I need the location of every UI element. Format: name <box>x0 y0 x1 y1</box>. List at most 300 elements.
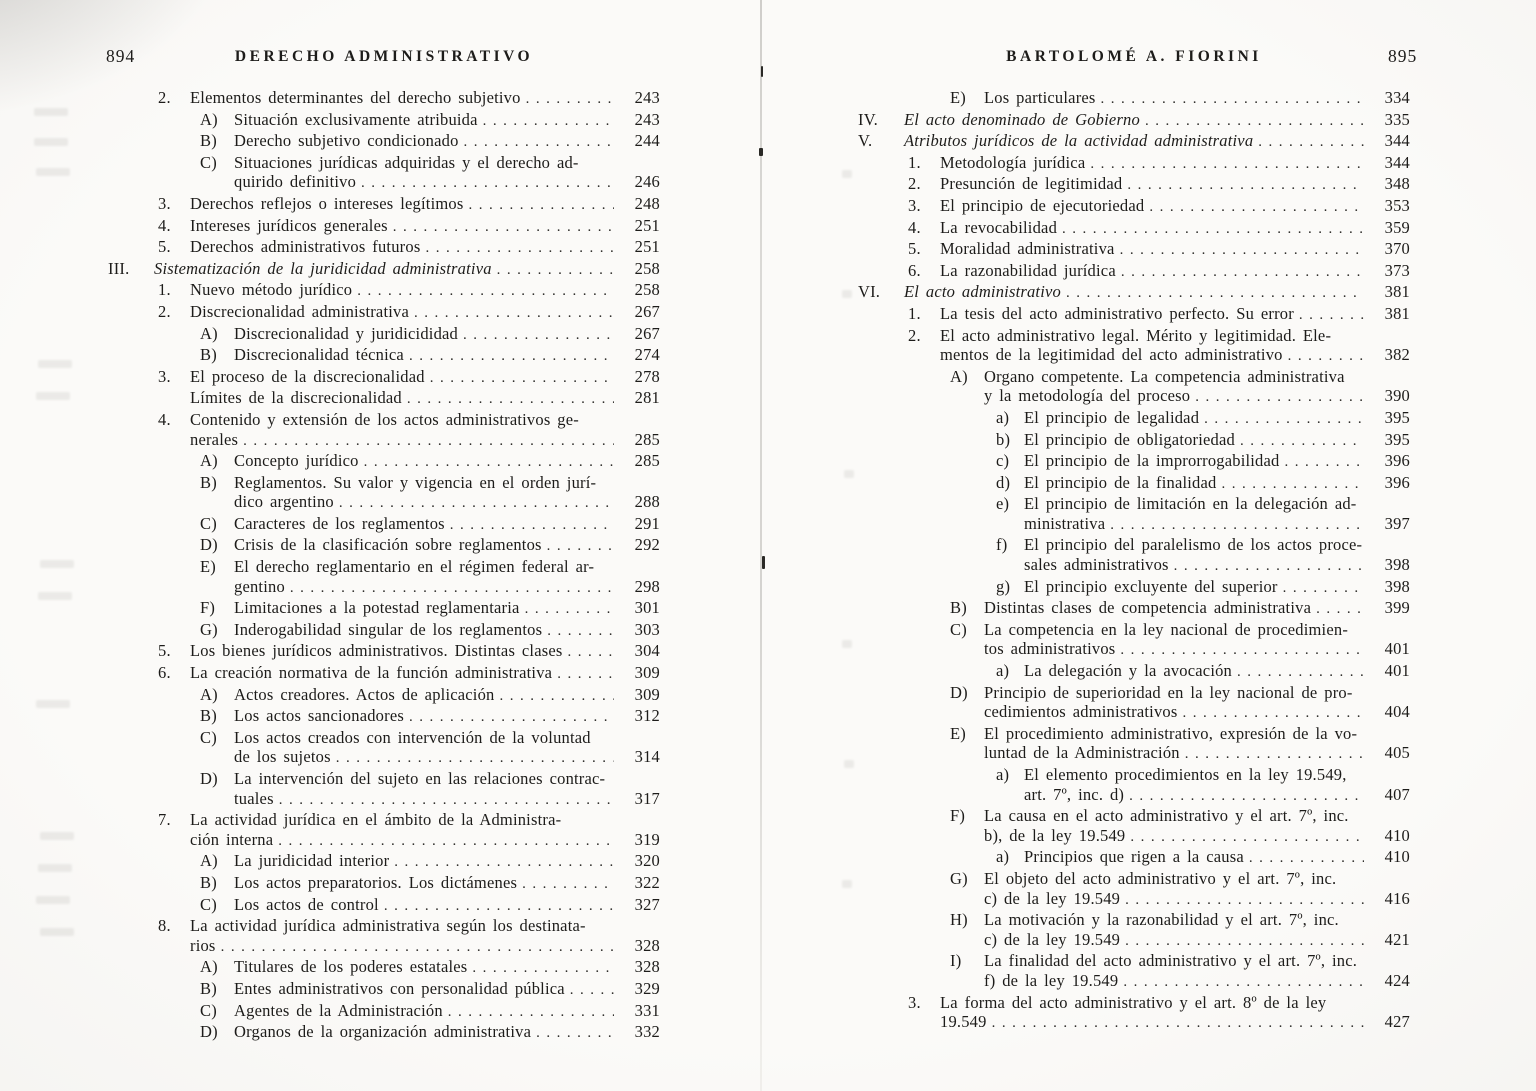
toc-entry-line <box>108 410 660 430</box>
dot-leader <box>552 663 614 685</box>
margin-ghost-mark <box>36 392 70 400</box>
entry-text: Organos de la organización administrativa <box>234 1022 532 1042</box>
entry-page-number: 320 <box>634 851 660 871</box>
entry-page-number: 285 <box>634 451 660 471</box>
entry-label: VI. <box>858 282 881 302</box>
entry-text: ción interna <box>190 829 274 849</box>
entry-text: Entes administrativos con personalidad pública <box>234 978 565 998</box>
toc-entry-line <box>108 492 660 514</box>
toc-entry-line <box>858 951 1410 971</box>
dot-leader <box>492 259 614 281</box>
entry-text: y la metodología del proceso <box>984 386 1191 406</box>
entry-page-number: 416 <box>1384 888 1410 908</box>
dot-leader <box>1253 131 1364 153</box>
toc-entry-line <box>108 916 660 936</box>
toc-entry-line <box>858 555 1410 577</box>
toc-entry-line <box>858 702 1410 724</box>
toc-entry-line <box>108 1001 660 1023</box>
entry-text: La delegación y la avocación <box>1024 661 1233 681</box>
dot-leader <box>520 598 614 620</box>
toc-entry-line <box>108 194 660 216</box>
entry-page-number: 322 <box>634 872 660 892</box>
dot-leader <box>285 577 614 599</box>
entry-page-number: 396 <box>1384 451 1410 471</box>
dot-leader <box>987 1012 1364 1034</box>
entry-label: 3. <box>908 195 921 215</box>
toc-entry-line <box>858 408 1410 430</box>
entry-label: H) <box>950 910 968 930</box>
entry-label: a) <box>996 407 1010 427</box>
margin-ghost-mark <box>40 832 74 840</box>
entry-page-number: 410 <box>1384 847 1410 867</box>
toc-entry-line <box>108 302 660 324</box>
dot-leader <box>1144 196 1364 218</box>
entry-text: Los actos preparatorios. Los dictámenes <box>234 872 518 892</box>
dot-leader <box>1294 304 1364 326</box>
toc-entry-line <box>858 110 1410 132</box>
dot-leader <box>565 979 614 1001</box>
margin-ghost-mark <box>36 896 70 904</box>
margin-ghost-mark <box>40 560 74 568</box>
entry-text: La motivación y la razonabilidad y el art. 7º, inc. <box>984 910 1339 930</box>
dot-leader <box>1235 430 1364 452</box>
entry-page-number: 258 <box>634 258 660 278</box>
margin-ghost-mark <box>34 108 68 116</box>
toc-entry-line <box>108 598 660 620</box>
entry-label: IV. <box>858 109 879 129</box>
dot-leader <box>478 110 614 132</box>
entry-text: Moralidad administrativa <box>940 239 1115 259</box>
dot-leader <box>352 280 614 302</box>
dot-leader <box>1120 930 1364 952</box>
dot-leader <box>445 514 614 536</box>
entry-label: F) <box>950 806 966 826</box>
entry-page-number: 328 <box>634 935 660 955</box>
toc-entry-line <box>108 131 660 153</box>
entry-label: a) <box>996 847 1010 867</box>
entry-text: mentos de la legitimidad del acto administrativo <box>940 345 1283 365</box>
dot-leader <box>1115 239 1364 261</box>
entry-label: 8. <box>158 916 171 936</box>
margin-ghost-mark <box>40 928 74 936</box>
entry-page-number: 405 <box>1384 743 1410 763</box>
page-gutter-fold <box>760 0 762 1091</box>
entry-text: Metodología jurídica <box>940 152 1086 172</box>
entry-text: c) de la ley 19.549 <box>984 888 1121 908</box>
toc-entry-line <box>858 514 1410 536</box>
dot-leader <box>409 302 614 324</box>
entry-label: C) <box>950 619 967 639</box>
toc-entry-line <box>108 663 660 685</box>
dot-leader <box>238 430 614 452</box>
entry-text: Agentes de la Administración <box>234 1000 443 1020</box>
entry-label: A) <box>200 684 218 704</box>
dot-leader <box>1178 702 1365 724</box>
toc-entry-line <box>108 620 660 642</box>
entry-page-number: 404 <box>1384 702 1410 722</box>
toc-entry-line <box>858 174 1410 196</box>
entry-text: Situaciones jurídicas adquiridas y el derecho ad- <box>234 152 579 172</box>
entry-page-number: 244 <box>634 131 660 151</box>
dot-leader <box>1057 218 1364 240</box>
dot-leader <box>521 88 614 110</box>
entry-text: Discrecionalidad administrativa <box>190 301 410 321</box>
entry-text: sales administrativos <box>1024 555 1169 575</box>
entry-text: Elementos determinantes del derecho subjetivo <box>190 88 521 107</box>
entry-label: D) <box>200 769 218 788</box>
entry-page-number: 251 <box>634 237 660 257</box>
entry-text: dico argentino <box>234 492 334 512</box>
entry-page-number: 370 <box>1384 239 1410 259</box>
entry-page-number: 396 <box>1384 472 1410 492</box>
entry-label: B) <box>200 978 217 998</box>
entry-text: 19.549 <box>940 1012 987 1032</box>
entry-text: nerales <box>190 429 239 449</box>
entry-page-number: 312 <box>634 706 660 726</box>
entry-text: luntad de la Administración <box>984 743 1180 763</box>
entry-label: 6. <box>158 663 171 683</box>
entry-page-number: 301 <box>634 598 660 618</box>
margin-ghost-mark <box>38 864 72 872</box>
toc-entry-line <box>108 873 660 895</box>
entry-text: La competencia en la ley nacional de procedimien- <box>984 619 1349 639</box>
entry-page-number: 401 <box>1384 661 1410 681</box>
toc-entry-line <box>108 810 660 830</box>
dot-leader <box>334 492 614 514</box>
entry-label: A) <box>200 451 218 471</box>
entry-page-number: 359 <box>1384 217 1410 237</box>
entry-text: La creación normativa de la función administrativa <box>190 663 553 683</box>
toc-entry-line <box>858 620 1410 640</box>
entry-text: Los actos de control <box>234 894 379 914</box>
entry-text: Distintas clases de competencia administrativa <box>984 598 1312 618</box>
dot-leader <box>402 388 614 410</box>
entry-text: Actos creadores. Actos de aplicación <box>234 684 495 704</box>
entry-label: 5. <box>908 239 921 259</box>
entry-text: tuales <box>234 788 274 808</box>
dot-leader <box>404 706 614 728</box>
entry-page-number: 399 <box>1384 598 1410 618</box>
gutter-speck <box>761 66 763 77</box>
entry-label: e) <box>996 494 1010 514</box>
toc-entry-line <box>858 930 1410 952</box>
entry-text: Discrecionalidad técnica <box>234 345 404 365</box>
entry-text: El principio de obligatoriedad <box>1024 429 1235 449</box>
entry-text: El acto administrativo <box>904 282 1061 302</box>
entry-label: 6. <box>908 260 921 280</box>
margin-ghost-mark <box>36 700 70 708</box>
right-page-number: 895 <box>1388 46 1418 66</box>
entry-page-number: 334 <box>1384 88 1410 107</box>
entry-page-number: 285 <box>634 429 660 449</box>
entry-text: El principio de la improrrogabilidad <box>1024 451 1280 471</box>
toc-left-page <box>108 88 660 1044</box>
entry-label: A) <box>200 323 218 343</box>
entry-text: quirido definitivo <box>234 172 357 192</box>
entry-label: C) <box>200 727 217 747</box>
toc-entry-line <box>108 172 660 194</box>
dot-leader <box>389 851 614 873</box>
margin-ghost-mark <box>38 360 72 368</box>
toc-entry-line <box>858 430 1410 452</box>
entry-text: Principio de superioridad en la ley nacional de pro- <box>984 682 1353 702</box>
entry-label: 1. <box>908 152 921 172</box>
dot-leader <box>459 131 614 153</box>
entry-label: A) <box>200 851 218 871</box>
entry-label: D) <box>200 535 218 555</box>
entry-label: 4. <box>908 217 921 237</box>
toc-entry-line <box>858 765 1410 785</box>
entry-page-number: 410 <box>1384 825 1410 845</box>
toc-entry-line <box>858 473 1410 495</box>
entry-text: El derecho reglamentario en el régimen federal ar- <box>234 557 595 577</box>
toc-entry-line <box>858 218 1410 240</box>
toc-entry-line <box>108 557 660 577</box>
entry-page-number: 427 <box>1384 1012 1410 1032</box>
entry-page-number: 397 <box>1384 513 1410 533</box>
entry-text: El procedimiento administrativo, expresión de la vo- <box>984 723 1358 743</box>
toc-entry-line <box>858 494 1410 514</box>
entry-text: La revocabilidad <box>940 217 1058 237</box>
entry-text: tos administrativos <box>984 639 1116 659</box>
dot-leader <box>542 620 614 642</box>
toc-entry-line <box>108 473 660 493</box>
entry-label: 3. <box>158 366 171 386</box>
entry-page-number: 344 <box>1384 131 1410 151</box>
toc-entry-line <box>108 88 660 110</box>
entry-page-number: 251 <box>634 215 660 235</box>
dot-leader <box>1140 110 1364 132</box>
toc-entry-line <box>858 577 1410 599</box>
entry-page-number: 327 <box>634 894 660 914</box>
entry-label: f) <box>996 535 1008 555</box>
entry-label: 3. <box>158 193 171 213</box>
entry-label: 4. <box>158 215 171 235</box>
entry-text: rios <box>190 935 216 955</box>
entry-text: La finalidad del acto administrativo y el art. 7º, inc. <box>984 951 1358 971</box>
entry-label: 5. <box>158 641 171 661</box>
entry-text: cedimientos administrativos <box>984 702 1178 722</box>
toc-entry-line <box>108 830 660 852</box>
dot-leader <box>542 535 614 557</box>
entry-page-number: 335 <box>1384 109 1410 129</box>
dot-leader <box>420 237 614 259</box>
toc-entry-line <box>858 661 1410 683</box>
entry-page-number: 401 <box>1384 639 1410 659</box>
toc-entry-line <box>858 889 1410 911</box>
entry-label: 4. <box>158 409 171 429</box>
entry-page-number: 248 <box>634 193 660 213</box>
dot-leader <box>359 451 614 473</box>
entry-page-number: 424 <box>1384 970 1410 990</box>
dot-leader <box>1115 639 1364 661</box>
entry-text: f) de la ley 19.549 <box>984 970 1119 990</box>
entry-page-number: 288 <box>634 492 660 512</box>
entry-label: B) <box>200 131 217 151</box>
entry-label: V. <box>858 131 873 151</box>
entry-page-number: 298 <box>634 576 660 596</box>
toc-entry-line <box>858 326 1410 346</box>
toc-entry-line <box>108 577 660 599</box>
entry-text: El objeto del acto administrativo y el art. 7º, inc. <box>984 868 1337 888</box>
entry-text: La actividad jurídica en el ámbito de la Administra- <box>190 810 562 830</box>
entry-page-number: 278 <box>634 366 660 386</box>
entry-text: El principio del paralelismo de los actos proce- <box>1024 535 1363 555</box>
entry-label: a) <box>996 661 1010 681</box>
entry-text: El principio de la finalidad <box>1024 472 1217 492</box>
entry-text: gentino <box>234 576 285 596</box>
entry-text: Derecho subjetivo condicionado <box>234 131 459 151</box>
entry-page-number: 319 <box>634 829 660 849</box>
entry-text: La intervención del sujeto en las relaciones contrac- <box>234 769 606 788</box>
entry-text: El principio excluyente del superior <box>1024 576 1278 596</box>
entry-text: Los bienes jurídicos administrativos. Distintas clases <box>190 641 563 661</box>
entry-text: Titulares de los poderes estatales <box>234 957 468 977</box>
margin-ghost-mark <box>842 290 852 298</box>
entry-text: Límites de la discrecionalidad <box>190 388 402 408</box>
toc-entry-line <box>858 153 1410 175</box>
entry-page-number: 381 <box>1384 303 1410 323</box>
dot-leader <box>1283 345 1364 367</box>
toc-entry-line <box>108 388 660 410</box>
dot-leader <box>1061 282 1364 304</box>
entry-text: Concepto jurídico <box>234 451 359 471</box>
entry-label: c) <box>996 451 1010 471</box>
dot-leader <box>1199 408 1364 430</box>
dot-leader <box>216 936 614 958</box>
dot-leader <box>458 324 614 346</box>
toc-entry-line <box>108 936 660 958</box>
dot-leader <box>531 1022 614 1044</box>
gutter-speck <box>759 148 763 156</box>
entry-text: Crisis de la clasificación sobre reglamentos <box>234 535 542 555</box>
entry-label: E) <box>950 88 966 107</box>
toc-entry-line <box>858 131 1410 153</box>
entry-text: Situación exclusivamente atribuida <box>234 109 478 129</box>
entry-label: 7. <box>158 810 171 830</box>
entry-label: F) <box>200 598 216 618</box>
dot-leader <box>1105 514 1364 536</box>
dot-leader <box>1279 451 1364 473</box>
margin-ghost-mark <box>842 170 852 178</box>
toc-entry-line <box>858 451 1410 473</box>
toc-entry-line <box>108 514 660 536</box>
entry-text: Los actos sancionadores <box>234 706 404 726</box>
entry-text: El acto administrativo legal. Mérito y legitimidad. Ele- <box>940 325 1332 345</box>
entry-page-number: 303 <box>634 619 660 639</box>
entry-page-number: 267 <box>634 301 660 321</box>
toc-entry-line <box>108 216 660 238</box>
toc-entry-line <box>858 806 1410 826</box>
entry-text: La juridicidad interior <box>234 851 390 871</box>
dot-leader <box>467 957 614 979</box>
entry-text: Nuevo método jurídico <box>190 280 353 300</box>
entry-page-number: 381 <box>1384 282 1410 302</box>
entry-page-number: 317 <box>634 788 660 808</box>
dot-leader <box>1169 555 1364 577</box>
entry-text: Atributos jurídicos de la actividad administrativa <box>904 131 1254 151</box>
toc-entry-line <box>858 239 1410 261</box>
toc-entry-line <box>858 535 1410 555</box>
toc-entry-line <box>108 153 660 173</box>
entry-page-number: 395 <box>1384 429 1410 449</box>
dot-leader <box>1120 889 1364 911</box>
entry-text: Inderogabilidad singular de los reglamentos <box>234 619 543 639</box>
margin-ghost-mark <box>844 760 854 768</box>
dot-leader <box>1311 598 1364 620</box>
entry-page-number: 329 <box>634 978 660 998</box>
entry-text: Los particulares <box>984 88 1096 107</box>
entry-page-number: 398 <box>1384 576 1410 596</box>
toc-entry-line <box>858 345 1410 367</box>
entry-label: A) <box>200 109 218 129</box>
entry-label: 2. <box>908 325 921 345</box>
dot-leader <box>331 747 614 769</box>
entry-text: Intereses jurídicos generales <box>190 215 388 235</box>
toc-entry-line <box>858 910 1410 930</box>
entry-text: El proceso de la discrecionalidad <box>190 366 425 386</box>
toc-entry-line <box>108 110 660 132</box>
dot-leader <box>1118 971 1364 993</box>
right-running-header: BARTOLOMÉ A. FIORINI <box>1006 48 1262 65</box>
entry-label: 2. <box>158 88 171 107</box>
entry-text: Presunción de legitimidad <box>940 174 1123 194</box>
entry-text: La actividad jurídica administrativa según los destinata- <box>190 916 586 936</box>
entry-text: Limitaciones a la potestad reglamentaria <box>234 598 520 618</box>
entry-label: b) <box>996 429 1011 449</box>
dot-leader <box>274 789 614 811</box>
dot-leader <box>517 873 614 895</box>
toc-entry-line <box>858 639 1410 661</box>
entry-text: Organo competente. La competencia administrativa <box>984 366 1345 386</box>
entry-page-number: 390 <box>1384 386 1410 406</box>
toc-entry-line <box>108 747 660 769</box>
entry-label: 3. <box>908 992 921 1012</box>
entry-label: 2. <box>158 301 171 321</box>
entry-text: La forma del acto administrativo y el art. 8º de la ley <box>940 992 1327 1012</box>
toc-entry-line <box>108 706 660 728</box>
entry-text: El acto denominado de Gobierno <box>904 109 1140 129</box>
toc-entry-line <box>108 430 660 452</box>
entry-page-number: 246 <box>634 172 660 192</box>
margin-ghost-mark <box>844 470 854 478</box>
dot-leader <box>379 895 614 917</box>
toc-entry-line <box>108 1022 660 1044</box>
entry-page-number: 243 <box>634 88 660 107</box>
entry-page-number: 332 <box>634 1022 660 1042</box>
toc-entry-line <box>858 847 1410 869</box>
left-page-number: 894 <box>106 46 136 66</box>
entry-page-number: 291 <box>634 513 660 533</box>
entry-label: 5. <box>158 237 171 257</box>
entry-label: D) <box>950 682 968 702</box>
toc-entry-line <box>858 724 1410 744</box>
dot-leader <box>1190 386 1364 408</box>
entry-label: C) <box>200 894 217 914</box>
toc-entry-line <box>858 304 1410 326</box>
entry-page-number: 267 <box>634 323 660 343</box>
margin-ghost-mark <box>842 640 852 648</box>
dot-leader <box>443 1001 614 1023</box>
entry-text: La tesis del acto administrativo perfecto. Su error <box>940 303 1294 323</box>
entry-label: g) <box>996 576 1011 596</box>
entry-text: Sistematización de la juridicidad administrativa <box>154 258 492 278</box>
entry-page-number: 348 <box>1384 174 1410 194</box>
entry-page-number: 281 <box>634 388 660 408</box>
entry-text: Principios que rigen a la causa <box>1024 847 1244 867</box>
entry-page-number: 398 <box>1384 555 1410 575</box>
toc-entry-line <box>858 683 1410 703</box>
